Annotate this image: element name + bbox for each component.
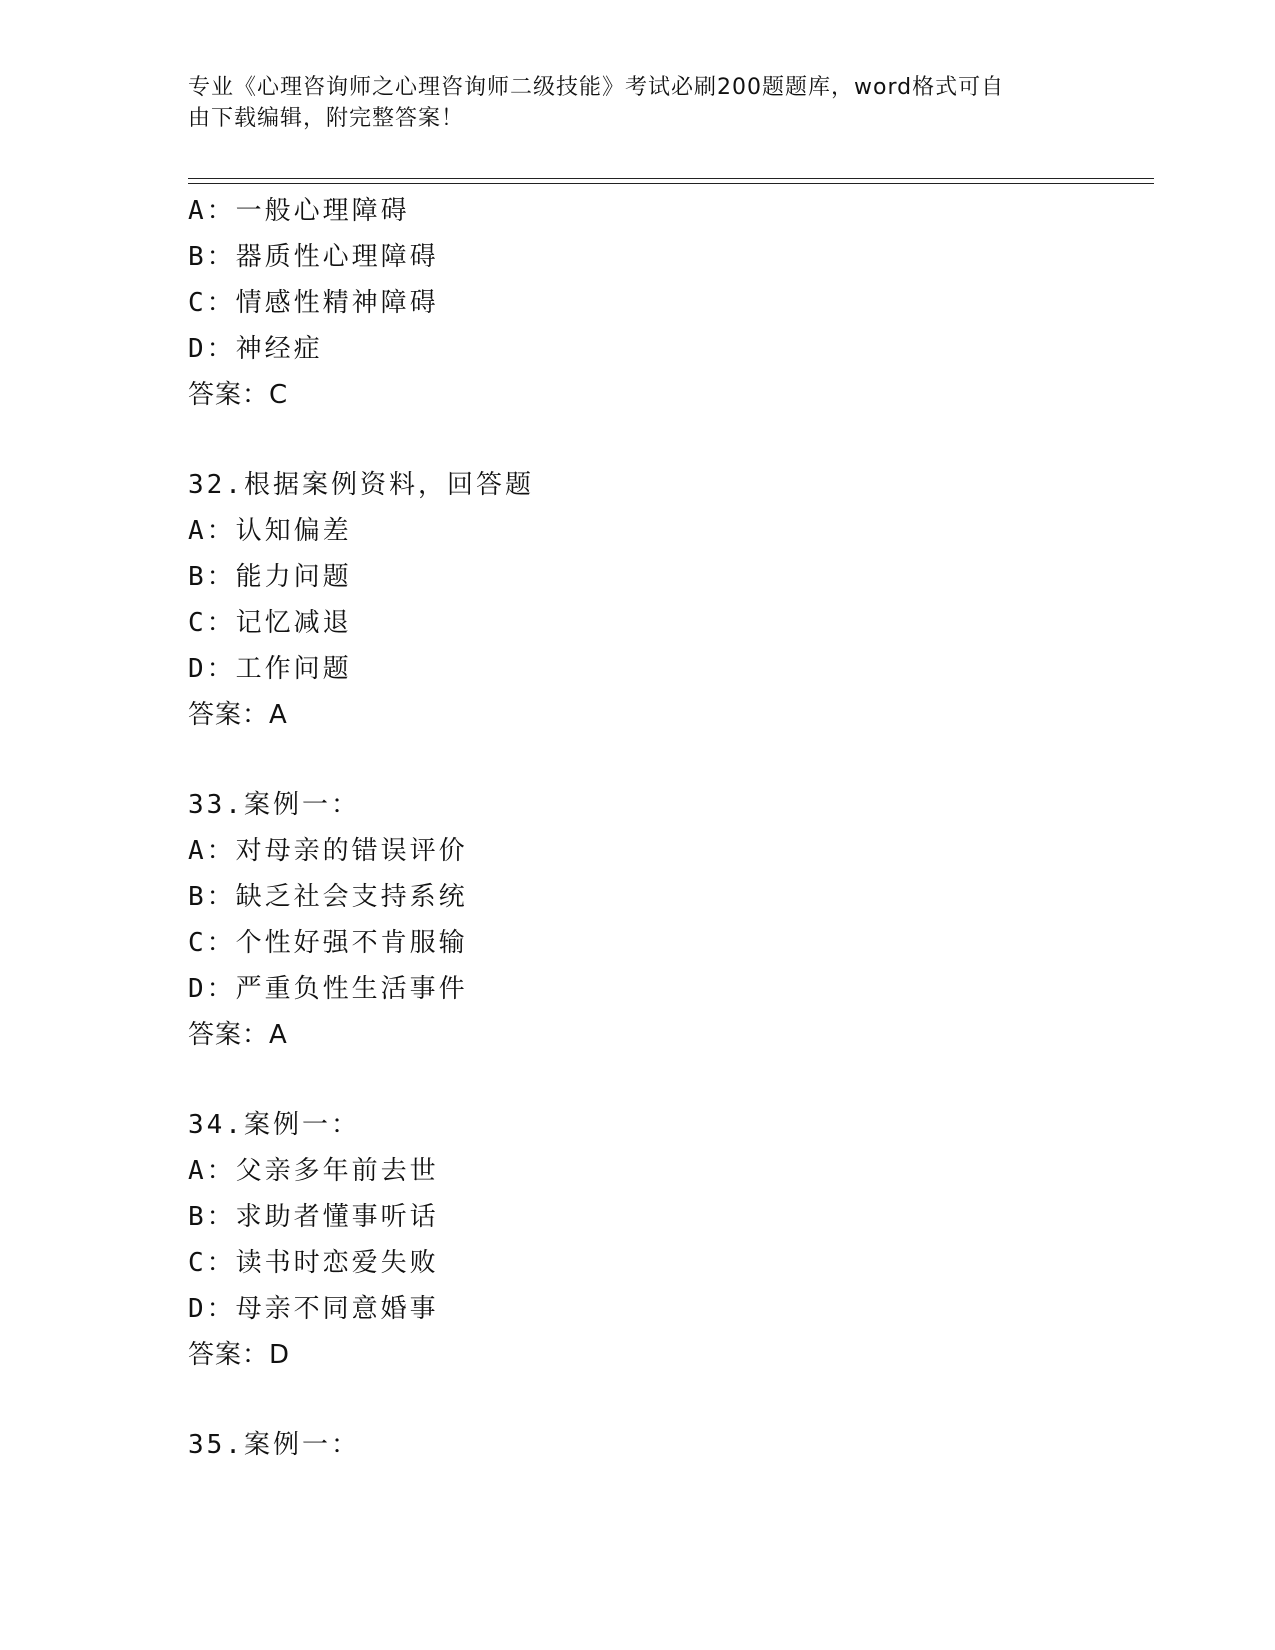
option-c: C：个性好强不肯服输: [188, 928, 468, 958]
header-divider-bottom: [188, 183, 1154, 184]
option-b: B：求助者懂事听话: [188, 1202, 439, 1232]
question-31: [188, 188, 1148, 418]
option-b: B：能力问题: [188, 562, 352, 592]
question-33: [188, 782, 1148, 1058]
option-b: B：器质性心理障碍: [188, 242, 439, 272]
answer: 答案：A: [188, 700, 288, 730]
question-stem: 33.案例一：: [188, 790, 360, 820]
option-a: A：一般心理障碍: [188, 196, 410, 226]
question-stem: 35.案例一：: [188, 1430, 360, 1460]
question-spacer: [188, 1058, 1148, 1102]
question-32: [188, 462, 1148, 738]
question-35: [188, 1422, 1148, 1468]
option-a: A：父亲多年前去世: [188, 1156, 439, 1186]
option-d: D：工作问题: [188, 654, 352, 684]
option-d: D：母亲不同意婚事: [188, 1294, 439, 1324]
document-header: [188, 72, 1068, 134]
option-c: C：读书时恋爱失败: [188, 1248, 439, 1278]
option-b: B：缺乏社会支持系统: [188, 882, 468, 912]
option-d: D：神经症: [188, 334, 323, 364]
option-a: A：认知偏差: [188, 516, 352, 546]
question-stem: 34.案例一：: [188, 1110, 360, 1140]
question-list: [188, 188, 1148, 1468]
answer: 答案：C: [188, 380, 289, 410]
header-line-2: 由下载编辑，附完整答案！: [188, 106, 465, 131]
question-stem: 32.根据案例资料，回答题: [188, 470, 534, 500]
option-a: A：对母亲的错误评价: [188, 836, 468, 866]
question-spacer: [188, 738, 1148, 782]
answer: 答案：D: [188, 1340, 291, 1370]
answer: 答案：A: [188, 1020, 288, 1050]
header-line-1: 专业《心理咨询师之心理咨询师二级技能》考试必刷200题题库，word格式可自: [188, 75, 1005, 100]
question-spacer: [188, 418, 1148, 462]
option-d: D：严重负性生活事件: [188, 974, 468, 1004]
header-divider-top: [188, 178, 1154, 179]
question-spacer: [188, 1378, 1148, 1422]
question-34: [188, 1102, 1148, 1378]
option-c: C：情感性精神障碍: [188, 288, 439, 318]
option-c: C：记忆减退: [188, 608, 352, 638]
